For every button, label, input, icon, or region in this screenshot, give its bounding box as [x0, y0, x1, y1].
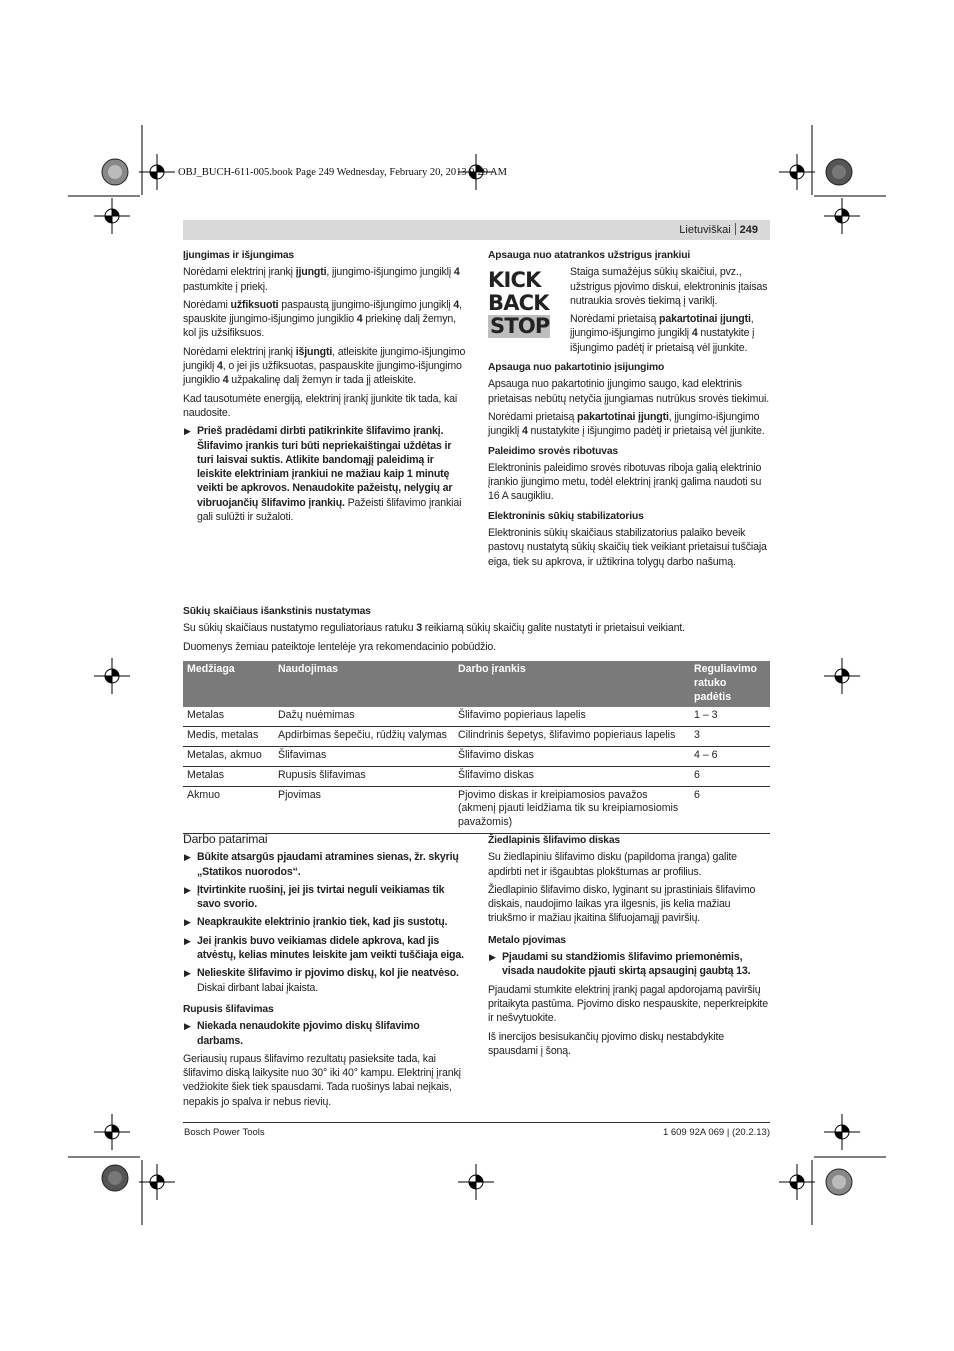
- table-cell: Metalas: [183, 707, 274, 726]
- paragraph-current: Elektroninis paleidimo srovės ribotuvas riboja galią elektrinio įrankio įjungimo metu, todėl elektrinį įrankį galima naudoti su 16 A saugikliu.: [488, 461, 762, 503]
- paragraph-flap-1: Su žiedlapiniu šlifavimo disku (papildoma įranga) galite apdirbti net ir išgaubtas plokštumas ar profilius.: [488, 851, 737, 878]
- header-separator: [735, 223, 736, 235]
- section-title-tips: Darbo patarimai: [183, 832, 268, 846]
- footer-docnumber: 1 609 92A 069 | (20.2.13): [662, 1127, 770, 1138]
- kickback-text: [570, 265, 771, 355]
- footer-rule: [183, 1122, 770, 1123]
- page-number: 249: [739, 224, 758, 236]
- tip-bullet-overload: ▶ Neapkraukite elektrinio įrankio tiek, kad jis sustotų.: [184, 916, 448, 929]
- table-cell: Pjovimas: [274, 786, 454, 833]
- section-title-preset: Sūkių skaičiaus išankstinis nustatymas: [183, 606, 371, 617]
- paragraph-kickback-1: Staiga sumažėjus sūkių skaičiui, pvz., užstrigus pjovimo diskui, elektroninis įtaisas nutraukia srovės tiekimą į variklį.: [570, 266, 768, 307]
- paragraph-kickback-2: Norėdami prietaisą pakartotinai įjungti, įjungimo-išjungimo jungiklį 4 nustatykite į išjungimo padėtį ir prietaisą vėl įjunkite.: [570, 313, 755, 354]
- logo-line-kick: KICK: [488, 268, 541, 292]
- paragraph-preset-1: Su sūkių skaičiaus nustatymo reguliatoriaus ratuku 3 reikiamą sūkių skaičių galite nustatyti ir prietaisui veikiant.: [183, 622, 685, 635]
- preset-section: [183, 605, 770, 658]
- bullet-arrow-icon: ▶: [184, 884, 191, 895]
- column-header-position: Reguliavimo ratuko padėtis: [690, 661, 770, 707]
- table-cell: 1 – 3: [690, 707, 770, 726]
- paragraph-metal-2: Iš inercijos besisukančių pjovimo diskų nestabdykite spausdami į šoną.: [488, 1030, 724, 1057]
- paragraph-switch-on: Norėdami elektrinį įrankį įjungti, įjungimo-išjungimo jungiklį 4 pastumkite į priekį.: [183, 266, 460, 293]
- paragraph-restart-2: Norėdami prietaisą pakartotinai įjungti, įjungimo-išjungimo jungiklį 4 nustatykite į išjungimo padėtį ir prietaisą vėl įjunkite.: [488, 410, 765, 438]
- table-cell: Dažų nuėmimas: [274, 707, 454, 726]
- tip-bullet-cooling: ▶ Jei įrankis buvo veikiamas didele apkrova, kad jis atvėstų, kelias minutes leiskite jam veikti tuščiaja eiga.: [184, 934, 464, 962]
- table-cell: Metalas, akmuo: [183, 746, 274, 766]
- table-row: [183, 766, 770, 786]
- section-title-on-off: Įjungimas ir išjungimas: [183, 250, 294, 261]
- bullet-arrow-icon: ▶: [184, 426, 191, 437]
- table-cell: 6: [690, 766, 770, 786]
- table-cell: Šlifavimas: [274, 746, 454, 766]
- table-cell: Cilindrinis šepetys, šlifavimo popieriaus lapelis: [454, 727, 690, 747]
- paragraph-flap-2: Žiedlapinio šlifavimo disko, lyginant su įprastiniais šlifavimo diskais, naudojimo laikas yra ilgesnis, jis kelia mažiau triukšmo ir mažiau įkaitina šlifuojamąjį paviršių.: [488, 883, 756, 925]
- header-text: [679, 223, 758, 236]
- column-header-use: Naudojimas: [274, 661, 454, 707]
- bullet-arrow-icon: ▶: [184, 935, 191, 946]
- table-cell: 3: [690, 727, 770, 747]
- bullet-arrow-icon: ▶: [184, 852, 191, 863]
- table-row: [183, 746, 770, 766]
- section-title-rough: Rupusis šlifavimas: [183, 1003, 274, 1015]
- paragraph-rough: Geriausių rupaus šlifavimo rezultatų pasieksite tada, kai šlifavimo diską laikysite nuo 30° iki 40° kampu. Elektrinį įrankį vedžiokite šiek tiek spausdami. Tada ruošinys labai neįkais, nepakis jo spalva ir nebus rievių.: [183, 1052, 461, 1108]
- tip-bullet-discs-hot: ▶ Nelieskite šlifavimo ir pjovimo diskų, kol jie neatvėso. Diskai dirbant labai įkaista.: [184, 967, 459, 994]
- section-title-metal: Metalo pjovimas: [488, 934, 566, 946]
- table-cell: Akmuo: [183, 786, 274, 833]
- paragraph-restart-1: Apsauga nuo pakartotinio įjungimo saugo, kad elektrinis prietaisas nebūtų netyčia įjungiamas nutrūkus srovės tiekimui.: [488, 378, 769, 405]
- section-title-current: Paleidimo srovės ribotuvas: [488, 445, 619, 457]
- footer-brand: Bosch Power Tools: [184, 1127, 265, 1138]
- section-title-restart: Apsauga nuo pakartotinio įsijungimo: [488, 362, 665, 374]
- tip-bullet-walls: ▶ Būkite atsargūs pjaudami atramines sienas, žr. skyrių „Statikos nuorodos“.: [184, 851, 459, 878]
- rough-bullet: ▶ Niekada nenaudokite pjovimo diskų šlifavimo darbams.: [184, 1020, 420, 1047]
- table-cell: Metalas: [183, 766, 274, 786]
- bullet-arrow-icon: ▶: [184, 1021, 191, 1032]
- table-cell: Šlifavimo diskas: [454, 766, 690, 786]
- table-cell: Rupusis šlifavimas: [274, 766, 454, 786]
- section-title-flap: Žiedlapinis šlifavimo diskas: [488, 835, 620, 846]
- page-header: [183, 220, 770, 240]
- paragraph-speed: Elektroninis sūkių skaičiaus stabilizatorius palaiko beveik pastovų nustatytą sūkių skaičių tiek veikiant prietaisui tuščiaja eiga, tiek su apkrova, ir užtikrina tolygų darbo našumą.: [488, 527, 767, 568]
- table-cell: 4 – 6: [690, 746, 770, 766]
- column-header-tool: Darbo įrankis: [454, 661, 690, 707]
- paragraph-metal-1: Pjaudami stumkite elektrinį įrankį pagal apdorojamą paviršių pritaikyta pastūma. Pjovimo disko nespauskite, neperkreipkite ir nešvytuokite.: [488, 983, 768, 1025]
- table-cell: 6: [690, 786, 770, 833]
- tips-left-column: [183, 832, 466, 1113]
- bullet-arrow-icon: ▶: [184, 968, 191, 979]
- table-row: [183, 786, 770, 833]
- paragraph-lock: Norėdami užfiksuoti paspaustą įjungimo-išjungimo jungiklį 4, spauskite įjungimo-išjungimo jungiklio 4 priekinę dalį žemyn, kol jis užsifiksuos.: [183, 298, 462, 340]
- right-column: [488, 249, 771, 573]
- paragraph-switch-off: Norėdami elektrinį įrankį išjungti, atleiskite įjungimo-išjungimo jungiklį 4, o jei jis užfiksuotas, paspauskite įjungimo-išjungimo jungiklio 4 užpakalinę dalį žemyn ir tada jį atleiskite.: [183, 345, 466, 387]
- kickback-stop-logo: [488, 269, 556, 341]
- table-cell: Medis, metalas: [183, 727, 274, 747]
- table-cell: Apdirbimas šepečiu, rūdžių valymas: [274, 727, 454, 747]
- metal-bullet: ▶ Pjaudami su standžiomis šlifavimo priemonėmis, visada naudokite pjauti skirtą apsauginį gaubtą 13.: [489, 951, 751, 978]
- print-info: OBJ_BUCH-611-005.book Page 249 Wednesday, February 20, 2013 9:29 AM: [178, 167, 507, 178]
- kickback-block: [488, 249, 771, 355]
- logo-line-back: BACK: [488, 291, 549, 315]
- table-cell: Šlifavimo popieriaus lapelis: [454, 707, 690, 726]
- column-header-material: Medžiaga: [183, 661, 274, 707]
- bullet-arrow-icon: ▶: [184, 917, 191, 928]
- paragraph-energy: Kad tausotumėte energiją, elektrinį įrankį įjunkite tik tada, kai naudosite.: [183, 392, 458, 419]
- tip-bullet-workpiece: ▶ Įtvirtinkite ruošinį, jei jis tvirtai neguli veikiamas tik savo svorio.: [184, 883, 445, 911]
- table-cell: Pjovimo diskas ir kreipiamosios pavažos (akmenį pjauti leidžiama tik su kreipiamosiomis pavažomis): [454, 786, 690, 833]
- bullet-arrow-icon: ▶: [489, 952, 496, 963]
- table-cell: Šlifavimo diskas: [454, 746, 690, 766]
- left-column: [183, 249, 466, 528]
- table-row: [183, 727, 770, 747]
- section-title-speed: Elektroninis sūkių stabilizatorius: [488, 510, 644, 522]
- table-row: [183, 707, 770, 726]
- tips-right-column: [488, 834, 771, 1062]
- table-header-row: [183, 661, 770, 707]
- paragraph-preset-2: Duomenys žemiau pateiktoje lentelėje yra rekomendacinio pobūdžio.: [183, 640, 496, 653]
- warning-check-tool: ▶ Prieš pradėdami dirbti patikrinkite šlifavimo įrankį. Šlifavimo įrankis turi būti nepriekaištingai uždėtas ir turi laisvai suktis. Atlikite bandomąjį paleidimą ir leiskite elektriniam įrankiui ne mažiau kaip 1 minutę veikti be apkrovos. Nenaudokite pažeistų, nelygių ar vibruojančių šlifavimo įrankių. Pažeisti šlifavimo įrankiai gali sulūžti ir sužaloti.: [184, 425, 462, 524]
- section-title-kickback: Apsauga nuo atatrankos užstrigus įrankiui: [488, 250, 691, 261]
- header-language: Lietuviškai: [679, 224, 731, 236]
- speed-table: [183, 661, 770, 834]
- logo-line-stop: STOP: [490, 314, 550, 338]
